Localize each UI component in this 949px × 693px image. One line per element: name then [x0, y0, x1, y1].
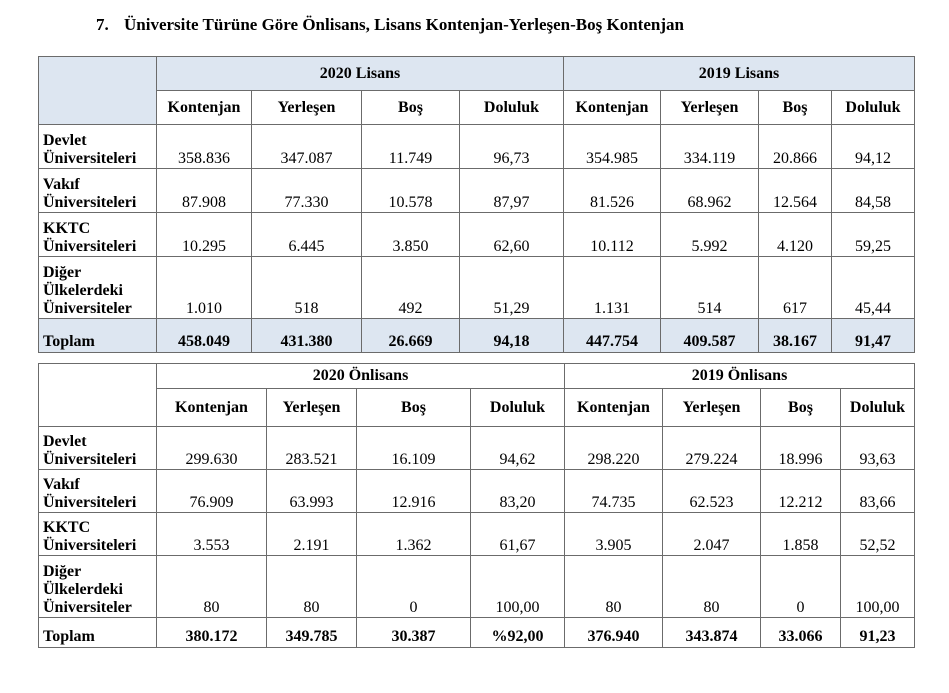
- table-cell: 3.850: [362, 213, 460, 257]
- column-header: Kontenjan: [564, 91, 661, 125]
- table-cell: 1.131: [564, 257, 661, 319]
- total-cell: 91,23: [841, 618, 915, 648]
- table-cell: 18.996: [761, 427, 841, 470]
- table-cell: 62,60: [460, 213, 564, 257]
- table-cell: 298.220: [565, 427, 663, 470]
- table-cell: 3.553: [157, 513, 267, 556]
- group-header-2020-onlisans: 2020 Önlisans: [157, 364, 565, 389]
- table-cell: 5.992: [661, 213, 759, 257]
- table-cell: 61,67: [471, 513, 565, 556]
- table-cell: 80: [267, 556, 357, 618]
- total-cell: 94,18: [460, 319, 564, 353]
- group-header-2019-onlisans: 2019 Önlisans: [565, 364, 915, 389]
- column-header: Boş: [362, 91, 460, 125]
- group-header-2020-lisans: 2020 Lisans: [157, 57, 564, 91]
- table-cell: 87.908: [157, 169, 252, 213]
- table-row: [39, 213, 915, 257]
- table-cell: 76.909: [157, 470, 267, 513]
- table-cell: 83,66: [841, 470, 915, 513]
- page-title: [96, 15, 684, 35]
- table-cell: 63.993: [267, 470, 357, 513]
- table-cell: 84,58: [832, 169, 915, 213]
- table-row: [39, 556, 915, 618]
- total-label: Toplam: [39, 319, 157, 353]
- table-cell: 514: [661, 257, 759, 319]
- total-cell: 447.754: [564, 319, 661, 353]
- total-label: Toplam: [39, 618, 157, 648]
- table-cell: 83,20: [471, 470, 565, 513]
- table-cell: 6.445: [252, 213, 362, 257]
- total-cell: 343.874: [663, 618, 761, 648]
- table-cell: 492: [362, 257, 460, 319]
- table-row: [39, 169, 915, 213]
- table-cell: 3.905: [565, 513, 663, 556]
- column-header: Boş: [357, 389, 471, 427]
- table-cell: 2.047: [663, 513, 761, 556]
- table-cell: 10.578: [362, 169, 460, 213]
- table-cell: 10.295: [157, 213, 252, 257]
- table-cell: 77.330: [252, 169, 362, 213]
- table-row: [39, 125, 915, 169]
- table-cell: 518: [252, 257, 362, 319]
- column-header: Yerleşen: [661, 91, 759, 125]
- total-cell: 91,47: [832, 319, 915, 353]
- table-cell: 10.112: [564, 213, 661, 257]
- onlisans-table: [38, 363, 915, 648]
- table-cell: 283.521: [267, 427, 357, 470]
- table-cell: 0: [357, 556, 471, 618]
- total-row: [39, 319, 915, 353]
- total-cell: 380.172: [157, 618, 267, 648]
- table-cell: 1.362: [357, 513, 471, 556]
- total-cell: 431.380: [252, 319, 362, 353]
- column-header: Kontenjan: [565, 389, 663, 427]
- table-cell: 100,00: [471, 556, 565, 618]
- row-label: Diğer Ülkelerdeki Üniversiteler: [39, 556, 157, 618]
- total-cell: 38.167: [759, 319, 832, 353]
- total-cell: 30.387: [357, 618, 471, 648]
- table-cell: 94,12: [832, 125, 915, 169]
- table-cell: 59,25: [832, 213, 915, 257]
- table-cell: 93,63: [841, 427, 915, 470]
- table-cell: 52,52: [841, 513, 915, 556]
- column-header: Doluluk: [460, 91, 564, 125]
- table-cell: 80: [565, 556, 663, 618]
- table-cell: 16.109: [357, 427, 471, 470]
- table-cell: 68.962: [661, 169, 759, 213]
- table-cell: 334.119: [661, 125, 759, 169]
- column-header: Yerleşen: [267, 389, 357, 427]
- corner-cell: [39, 57, 157, 125]
- column-header: Doluluk: [471, 389, 565, 427]
- table-cell: 12.564: [759, 169, 832, 213]
- table-cell: 45,44: [832, 257, 915, 319]
- column-header: Doluluk: [841, 389, 915, 427]
- total-cell: 33.066: [761, 618, 841, 648]
- row-label: Vakıf Üniversiteleri: [39, 470, 157, 513]
- column-header: Yerleşen: [663, 389, 761, 427]
- total-cell: 376.940: [565, 618, 663, 648]
- table-cell: 94,62: [471, 427, 565, 470]
- total-cell: 458.049: [157, 319, 252, 353]
- row-label: KKTC Üniversiteleri: [39, 513, 157, 556]
- total-cell: 409.587: [661, 319, 759, 353]
- table-row: [39, 257, 915, 319]
- column-header: Yerleşen: [252, 91, 362, 125]
- table-cell: 74.735: [565, 470, 663, 513]
- table-row: [39, 427, 915, 470]
- table-cell: 1.858: [761, 513, 841, 556]
- table-cell: 96,73: [460, 125, 564, 169]
- table-row: [39, 513, 915, 556]
- column-header: Doluluk: [832, 91, 915, 125]
- row-label: Diğer Ülkelerdeki Üniversiteler: [39, 257, 157, 319]
- title-number: 7.: [96, 15, 109, 34]
- row-label: Devlet Üniversiteleri: [39, 125, 157, 169]
- table-cell: 12.212: [761, 470, 841, 513]
- table-cell: 11.749: [362, 125, 460, 169]
- row-label: Vakıf Üniversiteleri: [39, 169, 157, 213]
- column-header: Kontenjan: [157, 389, 267, 427]
- table-cell: 12.916: [357, 470, 471, 513]
- title-text: Üniversite Türüne Göre Önlisans, Lisans Kontenjan-Yerleşen-Boş Kontenjan: [124, 15, 684, 34]
- corner-cell: [39, 364, 157, 427]
- table-cell: 4.120: [759, 213, 832, 257]
- table-cell: 347.087: [252, 125, 362, 169]
- total-cell: 26.669: [362, 319, 460, 353]
- total-cell: %92,00: [471, 618, 565, 648]
- table-cell: 81.526: [564, 169, 661, 213]
- table-cell: 299.630: [157, 427, 267, 470]
- table-cell: 80: [157, 556, 267, 618]
- column-header: Boş: [761, 389, 841, 427]
- table-cell: 51,29: [460, 257, 564, 319]
- row-label: Devlet Üniversiteleri: [39, 427, 157, 470]
- column-header: Boş: [759, 91, 832, 125]
- table-cell: 20.866: [759, 125, 832, 169]
- total-row: [39, 618, 915, 648]
- table-cell: 617: [759, 257, 832, 319]
- table-cell: 1.010: [157, 257, 252, 319]
- table-cell: 354.985: [564, 125, 661, 169]
- table-cell: 100,00: [841, 556, 915, 618]
- column-header: Kontenjan: [157, 91, 252, 125]
- table-cell: 87,97: [460, 169, 564, 213]
- table-cell: 80: [663, 556, 761, 618]
- total-cell: 349.785: [267, 618, 357, 648]
- row-label: KKTC Üniversiteleri: [39, 213, 157, 257]
- table-row: [39, 470, 915, 513]
- table-cell: 279.224: [663, 427, 761, 470]
- table-cell: 0: [761, 556, 841, 618]
- group-header-2019-lisans: 2019 Lisans: [564, 57, 915, 91]
- table-cell: 2.191: [267, 513, 357, 556]
- table-cell: 62.523: [663, 470, 761, 513]
- table-cell: 358.836: [157, 125, 252, 169]
- lisans-table: [38, 56, 915, 353]
